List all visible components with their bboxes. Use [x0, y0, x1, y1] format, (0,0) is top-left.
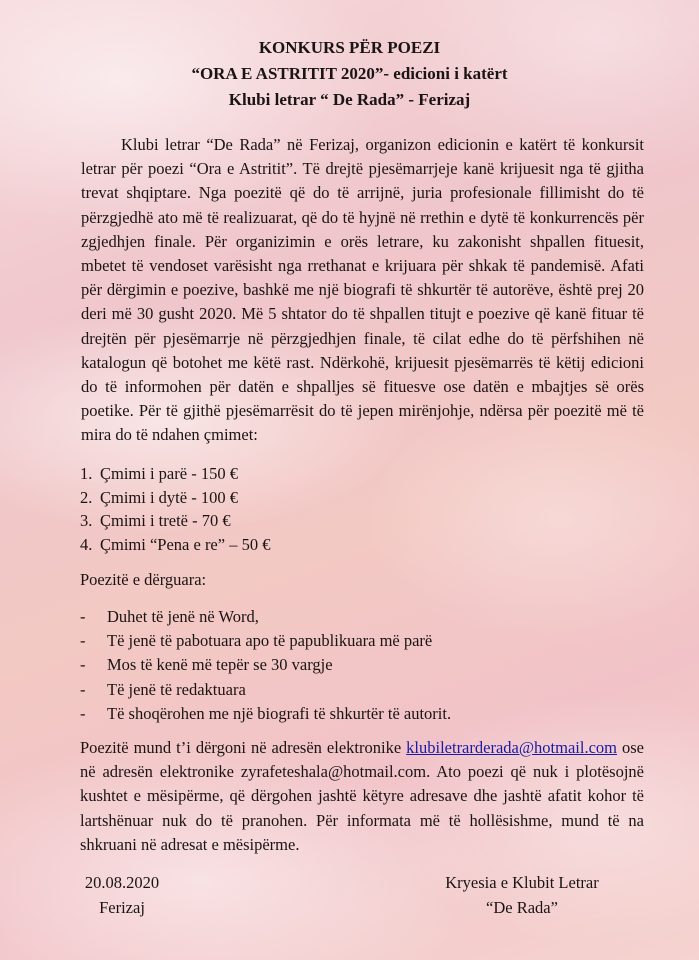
- requirement-text: Duhet të jenë në Word,: [107, 607, 259, 626]
- bullet-dash: -: [80, 607, 86, 626]
- prize-text: Çmimi “Pena e re” – 50 €: [100, 534, 271, 554]
- list-item: [80, 486, 270, 510]
- list-item: [80, 702, 451, 726]
- requirement-text: Të jenë të redaktuara: [107, 679, 246, 699]
- requirement-text: Të jenë të pabotuara apo të papublikuara më parë: [107, 631, 433, 651]
- list-item: [80, 653, 451, 677]
- signature-block: [430, 870, 614, 920]
- prize-text: Çmimi i tretë - 70 €: [100, 511, 231, 530]
- list-number: 4.: [80, 534, 93, 554]
- list-number: 1.: [80, 464, 93, 483]
- contact-paragraph: [80, 736, 644, 857]
- org-name: “De Rada”: [486, 898, 558, 917]
- prize-text: Çmimi i dytë - 100 €: [100, 487, 238, 507]
- requirements-label: Poezitë e dërguara:: [80, 570, 207, 589]
- requirements-list: [80, 605, 451, 726]
- list-item: [80, 678, 451, 702]
- org-line: Kryesia e Klubit Letrar: [445, 873, 599, 892]
- doc-title: KONKURS PËR POEZI: [258, 38, 441, 57]
- contact-text-start: Poezitë mund t’i dërgoni në adresën elektronike: [80, 738, 407, 757]
- requirement-text: Mos të kenë më tepër se 30 vargje: [107, 655, 333, 675]
- list-number: 3.: [80, 511, 93, 530]
- prize-list: [80, 462, 270, 556]
- requirement-text: Të shoqërohen me një biografi të shkurtër të autorit.: [107, 703, 452, 723]
- date-place-block: [80, 870, 164, 920]
- bullet-dash: -: [80, 703, 86, 723]
- list-number: 2.: [80, 487, 93, 507]
- prize-text: Çmimi i parë - 150 €: [100, 464, 238, 483]
- bullet-dash: -: [80, 631, 86, 651]
- contact-text-end: ose në adresën elektronike zyrafeteshala@hotmail.com. Ato poezi që nuk i plotësojnë kushtet e mësipërme, që dërgohen jashtë këtyre adresave dhe jashtë afatit kohor të lartshënuar nuk do të pranohen. Për informata më të hollësishme, mund të na shkruani në adresat e mësipërme.: [80, 738, 644, 854]
- intro-paragraph: Klubi letrar “De Rada” në Ferizaj, organizon edicionin e katërt të konkursit letrar për poezi “Ora e Astritit”. Të drejtë pjesëmarrjeje kanë krijuesit nga të gjitha trevat shqiptare. Nga poezitë që do të arrijnë, juria profesionale fillimisht do të përzgjedhë ato më të realizuarat, që do të hyjnë në rrethin e dytë të konkurrencës për zgjedhjen finale. Për organizimin e orës letrare, ku zakonisht shpallen fituesit, mbetet të vendoset varësisht nga rrethanat e krijuara për shkak të pandemisë. Afati për dërgimin e poezive, bashkë me një biografi të shkurtër të autorëve, është prej 20 deri më 30 gusht 2020. Më 5 shtator do të shpallen titujt e poezive që kanë fituar të drejtën për pjesëmarrje në përzgjedhjen finale, të cilat edhe do të përfshihen në katalogun që botohet me këtë rast. Ndërkohë, krijuesit pjesëmarrës të këtij edicioni do të informohen për datën e shpalljes së fituesve ose datën e mbajtjes së orës poetike. Për të gjithë pjesëmarrësit do të jepen mirënjohje, ndërsa për poezitë më të mira do të ndahen çmimet:: [81, 135, 644, 445]
- list-item: [80, 509, 270, 533]
- place-text: Ferizaj: [99, 898, 145, 917]
- date-text: 20.08.2020: [84, 873, 160, 892]
- list-item: [80, 533, 270, 557]
- list-item: [80, 462, 270, 486]
- bullet-dash: -: [80, 679, 86, 699]
- doc-subtitle: “ORA E ASTRITIT 2020”- edicioni i katërt: [191, 64, 508, 83]
- bullet-dash: -: [80, 655, 86, 675]
- list-item: [80, 629, 451, 653]
- doc-organizer: Klubi letrar “ De Rada” - Ferizaj: [228, 90, 471, 109]
- email-link[interactable]: klubiletrarderada@hotmail.com: [406, 738, 617, 757]
- list-item: [80, 605, 451, 629]
